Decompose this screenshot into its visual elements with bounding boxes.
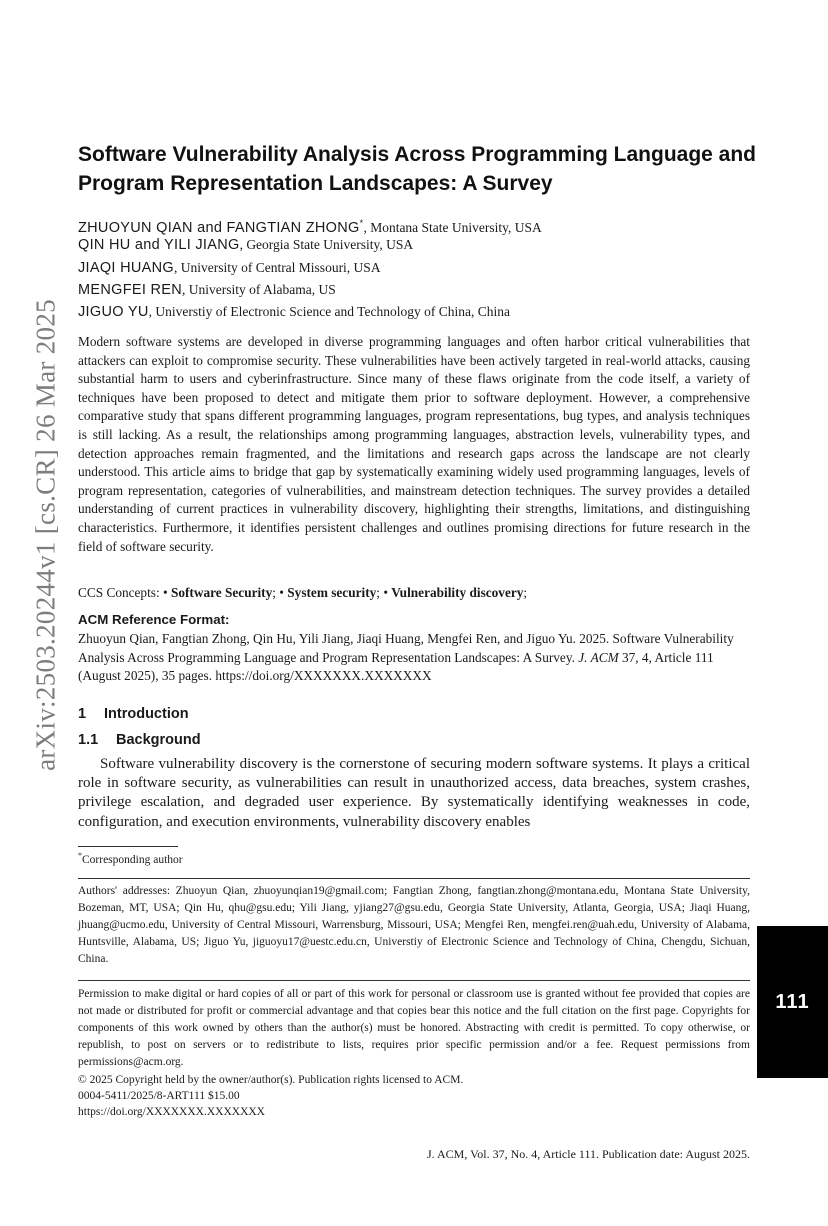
author-affiliation: , Georgia State University, USA bbox=[239, 237, 414, 253]
journal-name: J. ACM bbox=[578, 649, 619, 665]
author-names: JIGUO YU bbox=[78, 304, 149, 321]
body-paragraph: Software vulnerability discovery is the cornerstone of securing modern software systems. It plays a critical role in software security, as vulnerabilities can result in unauthorized access, data breaches, system crashes, privilege escalation, and degraded user experience. By systematically identifying weaknesses in code, configuration, and execution environments, vulnerability discovery enables bbox=[78, 756, 750, 830]
author-names: MENGFEI REN bbox=[78, 281, 182, 298]
subsection-heading: 1.1 Background bbox=[78, 732, 201, 748]
footnote-divider bbox=[78, 846, 178, 847]
divider bbox=[78, 980, 750, 981]
issn-line: 0004-5411/2025/8-ART111 $15.00 bbox=[78, 1090, 240, 1102]
arxiv-sidebar-stamp bbox=[30, 235, 62, 835]
ccs-concept: Software Security bbox=[170, 585, 273, 600]
author-line bbox=[78, 234, 758, 256]
page-number-tab bbox=[757, 926, 828, 1078]
author-names: QIN HU and YILI JIANG bbox=[78, 237, 240, 254]
abstract: Modern software systems are developed in diverse programming languages and often harbor critical vulnerabilities that attackers can exploit to compromise security. These vulnerabilities have been actively targeted in real-world attacks, causing substantial harm to users and cyberinfrastructure. Since many of these flaws originate from the code itself, a variety of techniques have been proposed to detect and mitigate them prior to software deployment. However, a comprehensive comparative study that spans different programming languages, program representations, bug types, and analysis techniques is still lacking. As a result, the relationships among programming languages, abstraction levels, vulnerability types, and detection approaches remain fragmented, and the limitations and research gaps across the landscape are not clearly understood. This article aims to bridge that gap by systematically examining widely used programming languages, levels of program representation, categories of vulnerabilities, and mainstream detection techniques. The survey provides a detailed understanding of current practices in vulnerability discovery, highlighting their strengths, limitations, and distinguishing characteristics. Furthermore, it identifies persistent challenges and outlines promising directions for future research in the field of software security. bbox=[78, 334, 750, 554]
divider bbox=[78, 878, 750, 879]
doi-link[interactable]: https://doi.org/XXXXXXX.XXXXXXX bbox=[78, 1106, 265, 1118]
author-affiliation: , Montana State University, USA bbox=[363, 219, 542, 235]
ccs-concept: Vulnerability discovery bbox=[391, 585, 524, 600]
author-list bbox=[78, 212, 758, 323]
paper-title: Software Vulnerability Analysis Across Programming Language and Program Representation Landscapes: A Survey bbox=[78, 143, 756, 195]
author-affiliation: , University of Central Missouri, USA bbox=[173, 259, 381, 275]
author-line bbox=[78, 212, 758, 234]
author-affiliation: , University of Alabama, US bbox=[182, 281, 336, 297]
ccs-label: CCS Concepts: bbox=[78, 585, 163, 600]
copyright-line: © 2025 Copyright held by the owner/author(s). Publication rights licensed to ACM. bbox=[78, 1074, 464, 1086]
reference-format-citation: Zhuoyun Qian, Fangtian Zhong, Qin Hu, Yili Jiang, Jiaqi Huang, Mengfei Ren, and Jiguo Yu. 2025. Software Vulnerability Analysis Across Programming Language and Program Representation Landscapes: A Survey. J. ACM 37, 4, Article 111 (August 2025), 35 pages. https://doi.org/XXXXXXX.XXXXXXX bbox=[78, 631, 734, 684]
author-addresses: Authors' addresses: Zhuoyun Qian, zhuoyunqian19@gmail.com; Fangtian Zhong, fangtian.zhong@montana.edu, Montana State University, Bozeman, MT, USA; Qin Hu, qhu@gsu.edu; Yili Jiang, yjiang27@gsu.edu, Georgia State University, Atlanta, Georgia, USA; Jiaqi Huang, jhuang@ucmo.edu, University of Central Missouri, Warrensburg, Missouri, USA; Mengfei Ren, mengfei.ren@uah.edu, University of Alabama, Huntsville, Alabama, US; Jiguo Yu, jiguoyu17@uestc.edu.cn, Universtiy of Electronic Science and Technology of China, Chengdu, Sichuan, China. bbox=[78, 885, 750, 966]
author-line bbox=[78, 301, 758, 323]
author-names: ZHUOYUN QIAN and FANGTIAN ZHONG* bbox=[78, 218, 364, 236]
permission-notice: Permission to make digital or hard copies of all or part of this work for personal or classroom use is granted without fee provided that copies are not made or distributed for profit or commercial advantage and that copies bear this notice and the full citation on the first page. Copyrights for components of this work owned by others than the author(s) must be honored. Abstracting with credit is permitted. To copy otherwise, or republish, to post on servers or to redistribute to lists, requires prior specific permission and/or a fee. Request permissions from permissions@acm.org. bbox=[78, 988, 750, 1069]
author-line bbox=[78, 279, 758, 301]
journal-footer: J. ACM, Vol. 37, No. 4, Article 111. Publication date: August 2025. bbox=[426, 1147, 750, 1161]
footnote: *Corresponding author bbox=[78, 851, 183, 866]
author-names: JIAQI HUANG bbox=[78, 259, 174, 276]
reference-format-heading: ACM Reference Format: bbox=[78, 612, 230, 627]
footnote-mark: * bbox=[359, 218, 364, 228]
copyright-block bbox=[78, 1072, 750, 1120]
arxiv-identifier: arXiv:2503.20244v1 [cs.CR] 26 Mar 2025 bbox=[30, 299, 61, 771]
section-heading: 1 Introduction bbox=[78, 706, 189, 722]
ccs-concepts: CCS Concepts: • Software Security; • System security; • Vulnerability discovery; bbox=[78, 585, 528, 600]
author-affiliation: , Universtiy of Electronic Science and Technology of China, China bbox=[148, 304, 510, 320]
author-line bbox=[78, 257, 758, 279]
page-number: 111 bbox=[775, 990, 810, 1013]
ccs-concept: System security bbox=[287, 585, 377, 600]
